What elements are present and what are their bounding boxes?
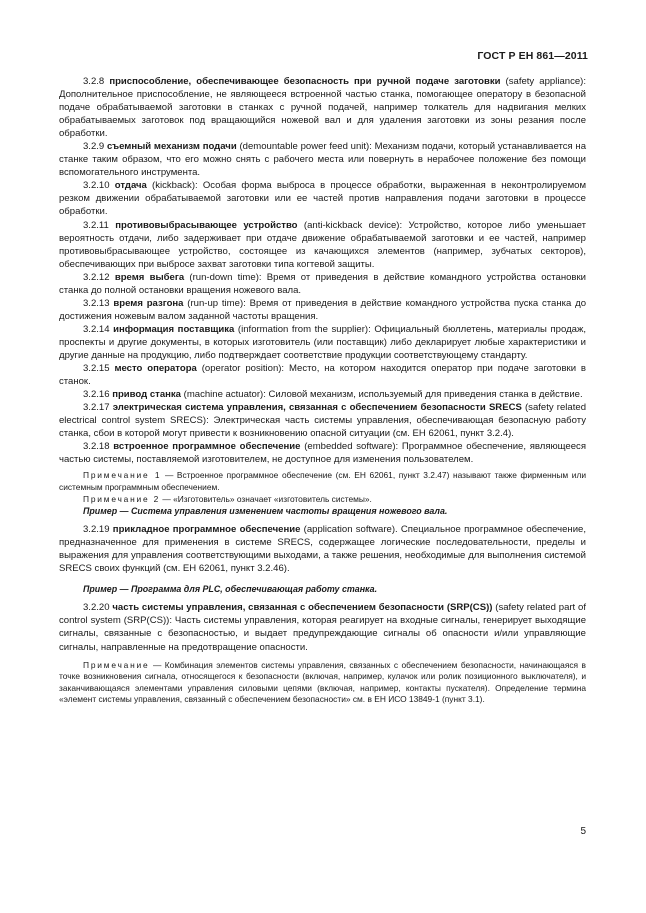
term: электрическая система управления, связанная с обеспечением безопасности SRECS — [112, 402, 522, 414]
term: время выбега — [114, 271, 185, 283]
term: прикладное программное обеспечение — [112, 524, 301, 536]
term: отдача — [114, 180, 147, 192]
term: место оператора — [114, 363, 197, 375]
term: привод станка — [112, 389, 181, 401]
section-3-2-18: 3.2.18 встроенное программное обеспечение (embedded software): Программное обеспечение, являющееся частью системы, поставляемой изготовителем, не доступное для изменения пользователем. — [59, 441, 586, 466]
section-3-2-20: 3.2.20 часть системы управления, связанная с обеспечением безопасности (SRP(CS)) (safety related part of control system (SRP(CS)): Часть системы управления, которая реагирует на входные сигналы, генерирует выходящие сигналы, связанные с безопасностью, и выдает предупреждающие сигналы об опасности и/или управляющие сигналы, направленные на предотвращение опасности. — [59, 602, 586, 653]
example-3-2-18: Пример — Система управления изменением частоты вращения ножевого вала. — [83, 506, 448, 517]
term: время разгона — [113, 297, 184, 309]
term: приспособление, обеспечивающее безопасность при ручной подаче заготовки — [109, 76, 501, 87]
section-3-2-17: 3.2.17 электрическая система управления, связанная с обеспечением безопасности SRECS (safety related electrical control system SRECS): Электрическая часть системы управления, обеспечивающая безопасную работу станка, сбои в которой могут привести к возникновению опасной ситуации (см. ЕН 62061, пункт 3.2.4). — [59, 402, 587, 440]
page-header: ГОСТ Р ЕН 861—2011 — [477, 50, 588, 62]
note-2: Примечание 2 — «Изготовитель» означает «изготовитель системы». — [83, 493, 372, 504]
section-3-2-12: 3.2.12 время выбега (run-down time): Время от приведения в действие командного устройства остановки станка до полной остановки вращения ножевого вала. — [59, 271, 587, 296]
section-3-2-14: 3.2.14 информация поставщика (information from the supplier): Официальный бюллетень, материалы продаж, проспекты и другие документы, в которых изготовитель (или поставщик) либо декларирует любые характеристики и другие данные на продукцию, либо подтверждает соответствие продукции соответствующему стандарту. — [59, 323, 586, 361]
document-body — [59, 75, 586, 706]
term: противовыбрасывающее устройство — [115, 219, 298, 231]
page-number: 5 — [580, 826, 586, 837]
note-3-2-20: Примечание — Комбинация элементов системы управления, связанных с обеспечением безопасности, начинающаяся в точке возникновения сигнала, относящегося к безопасности (включая, например, кулачок или ролик позиционного выключателя), и заканчивающаяся элементами управления силовыми цепями (включая, например, контакты пускателя). Определение термина «элемент системы управления, связанный с обеспечением безопасности» см. в ЕН ИСО 13849-1 (пункт 3.1). — [59, 659, 586, 705]
section-3-2-16: 3.2.16 привод станка (machine actuator): Силовой механизм, используемый для приведения станка в действие. — [83, 389, 583, 401]
note-1: Примечание 1 — Встроенное программное обеспечение (см. ЕН 62061, пункт 3.2.47) называют также фирменным или системным программным обеспечением. — [59, 470, 587, 492]
section-3-2-19: 3.2.19 прикладное программное обеспечение (application software). Специальное программное обеспечение, предназначенное для применения в системе SRECS, содержащее логические последовательности, пределы и выражения для управления соответствующими выходами, а также решения, необходимые для выполнения системой SRECS своих функций (см. ЕН 62061, пункт 3.2.46). — [59, 524, 586, 575]
section-3-2-15: 3.2.15 место оператора (operator position): Место, на котором находится оператор при подаче заготовки в станок. — [59, 363, 587, 388]
section-3-2-10: 3.2.10 отдача (kickback): Особая форма выброса в процессе обработки, выраженная в неконтролируемом резком движении обрабатываемой заготовки или ее частей против направления подачи заготовки в процессе обработки. — [59, 180, 587, 218]
section-3-2-13: 3.2.13 время разгона (run-up time): Время от приведения в действие командного устройства пуска станка до достижения ножевым валом заданной частоты вращения. — [59, 297, 587, 322]
term: часть системы управления, связанная с обеспечением безопасности (SRP(CS)) — [112, 602, 493, 614]
term: съемный механизм подачи — [106, 141, 237, 153]
section-3-2-8: 3.2.8 приспособление, обеспечивающее безопасность при ручной подаче заготовки (safety appliance): Дополнительное приспособление, не являющееся встроенной частью станка, помогающее оператору в безопасной подаче обрабатываемой заготовки в станках с ручной подачей, например толкатель для надвигания мелких обрабатываемых заготовок под вращающийся ножевой вал и для удаления заготовки из зоны резания после обработки. — [59, 76, 586, 140]
section-3-2-11: 3.2.11 противовыбрасывающее устройство (anti-kickback device): Устройство, которое либо уменьшает вероятность отдачи, либо задерживает при отдаче движение обрабатываемой заготовки и ее частей, например противовыбрасывающее устройство, состоящее из качающихся элементов (например, зубчатых секторов), обеспечивающих при выбросе захват заготовки типа когтевой защиты. — [59, 219, 586, 270]
term: встроенное программное обеспечение — [113, 441, 301, 453]
example-3-2-19: Пример — Программа для PLC, обеспечивающая работу станка. — [83, 584, 378, 595]
section-3-2-9: 3.2.9 съемный механизм подачи (demountable power feed unit): Механизм подачи, который устанавливается на станке таким образом, что его можно снять с рабочего места или повернуть в нерабочее положение без помощи вспомогательного инструмента. — [59, 141, 587, 179]
term: информация поставщика — [113, 323, 235, 335]
